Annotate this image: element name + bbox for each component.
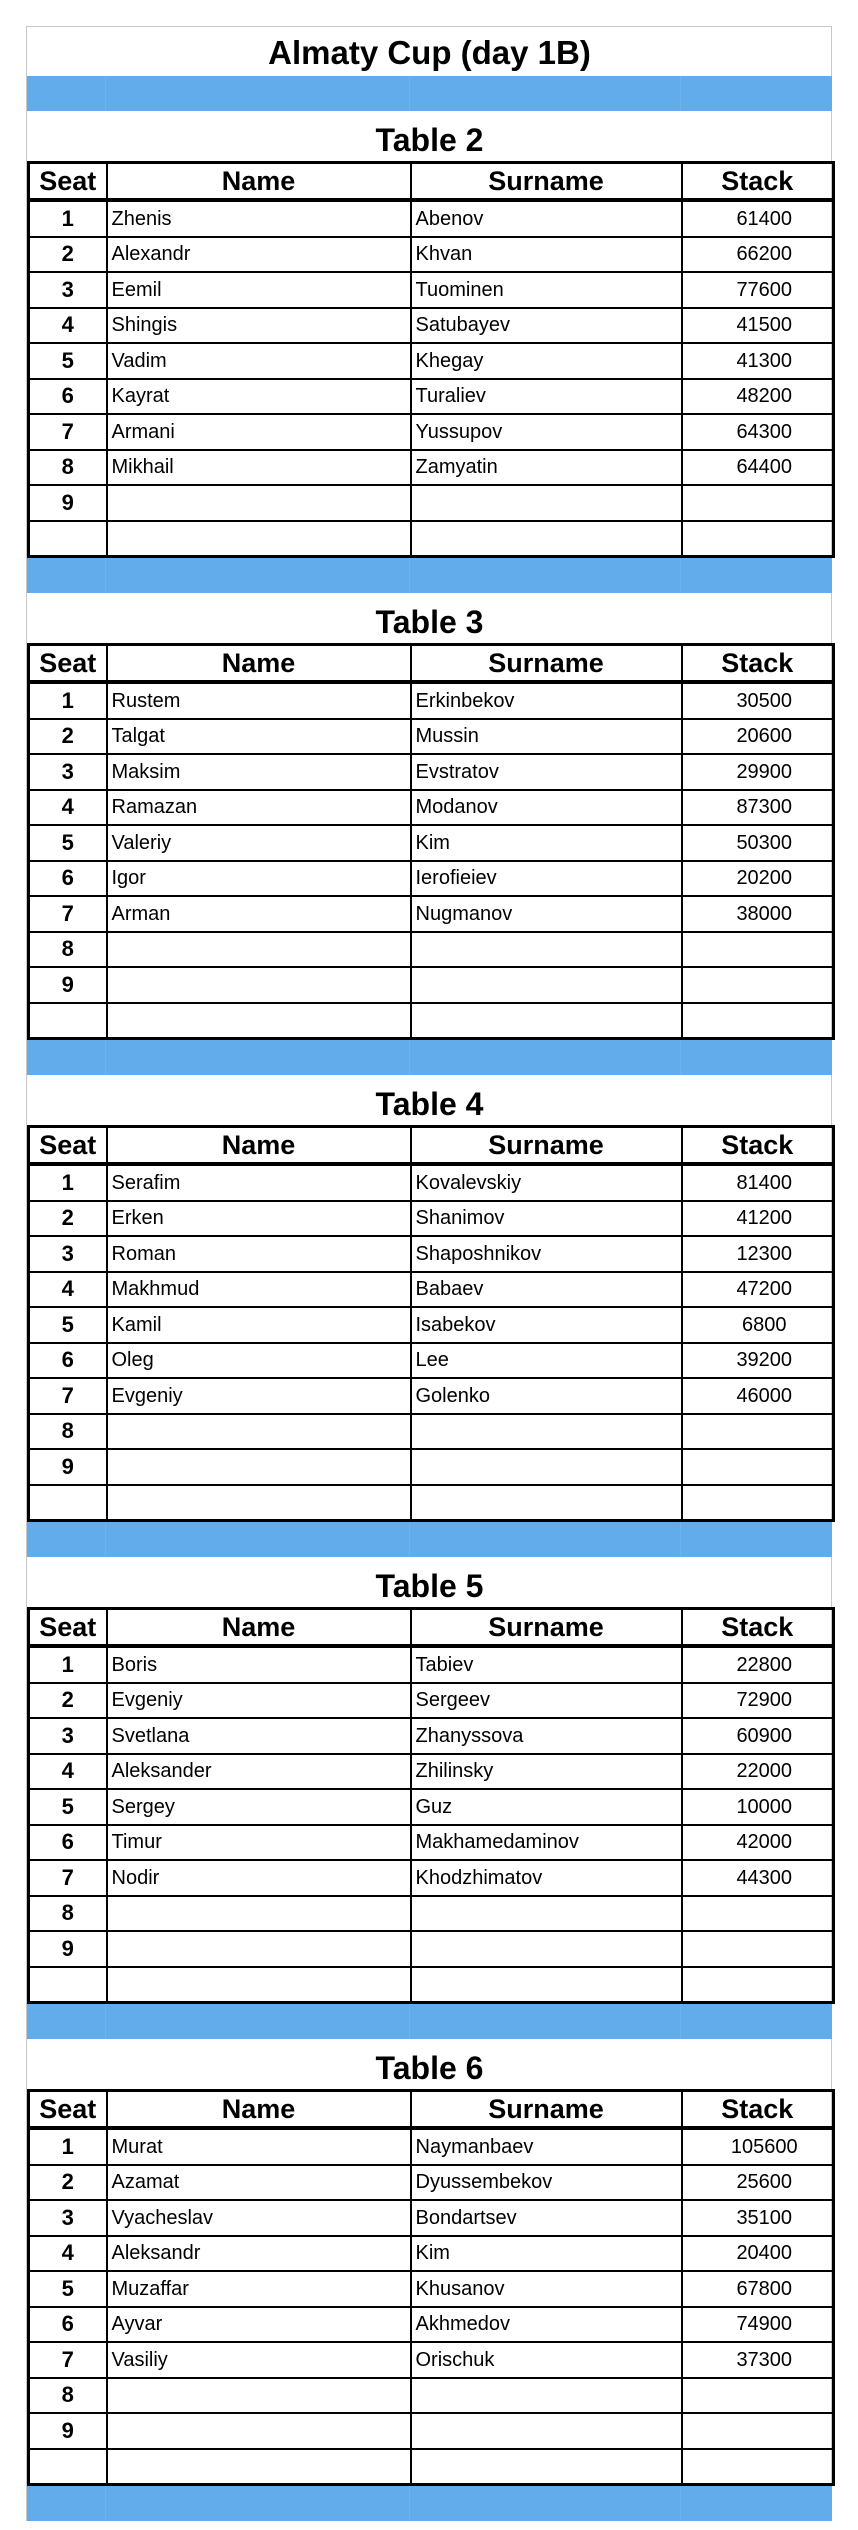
cell-surname[interactable] <box>411 2413 682 2449</box>
cell-stack[interactable] <box>682 2449 834 2485</box>
cell-surname[interactable]: Yussupov <box>411 414 682 450</box>
header-name: Name <box>107 163 411 201</box>
table-row <box>29 896 834 932</box>
cell-surname[interactable]: Evstratov <box>411 754 682 790</box>
cell-name[interactable]: Svetlana <box>107 1718 411 1754</box>
cell-surname[interactable]: Naymanbaev <box>411 2128 682 2165</box>
cell-name[interactable]: Ayvar <box>107 2307 411 2343</box>
cell-name[interactable]: Vasiliy <box>107 2342 411 2378</box>
header-row <box>29 645 834 683</box>
cell-stack[interactable] <box>682 1003 834 1039</box>
cell-name[interactable]: Sergey <box>107 1789 411 1825</box>
header-seat: Seat <box>29 645 107 683</box>
cell-seat[interactable] <box>29 1485 107 1521</box>
cell-seat[interactable]: 3 <box>29 272 107 308</box>
cell-surname[interactable]: Guz <box>411 1789 682 1825</box>
separator-band <box>27 76 832 111</box>
table-row <box>29 237 834 273</box>
separator-band <box>27 1522 832 1557</box>
cell-stack[interactable]: 37300 <box>682 2342 834 2378</box>
cell-surname[interactable]: Bondartsev <box>411 2200 682 2236</box>
cell-seat[interactable]: 2 <box>29 2165 107 2201</box>
cell-surname[interactable]: Isabekov <box>411 1307 682 1343</box>
table-row <box>29 790 834 826</box>
cell-surname[interactable] <box>411 1896 682 1932</box>
cell-name[interactable] <box>107 932 411 968</box>
cell-stack[interactable] <box>682 2378 834 2414</box>
cell-name[interactable] <box>107 967 411 1003</box>
header-seat: Seat <box>29 163 107 201</box>
cell-seat[interactable] <box>29 1003 107 1039</box>
cell-surname[interactable] <box>411 521 682 557</box>
cell-seat[interactable]: 4 <box>29 308 107 344</box>
cell-name[interactable]: Roman <box>107 1236 411 1272</box>
table-row <box>29 379 834 415</box>
cell-surname[interactable] <box>411 967 682 1003</box>
spreadsheet <box>26 26 832 2521</box>
cell-name[interactable]: Boris <box>107 1646 411 1683</box>
table-row <box>29 1414 834 1450</box>
cell-name[interactable]: Azamat <box>107 2165 411 2201</box>
cell-stack[interactable]: 47200 <box>682 1272 834 1308</box>
cell-surname[interactable] <box>411 1449 682 1485</box>
cell-surname[interactable]: Khegay <box>411 343 682 379</box>
table-row <box>29 200 834 237</box>
header-stack: Stack <box>682 2091 834 2129</box>
cell-surname[interactable]: Abenov <box>411 200 682 237</box>
header-name: Name <box>107 1127 411 1165</box>
cell-surname[interactable] <box>411 2378 682 2414</box>
cell-seat[interactable]: 7 <box>29 414 107 450</box>
separator-band <box>27 2004 832 2039</box>
cell-name[interactable] <box>107 2413 411 2449</box>
table-row <box>29 485 834 521</box>
table-row <box>29 1825 834 1861</box>
cell-seat[interactable]: 5 <box>29 343 107 379</box>
cell-stack[interactable]: 61400 <box>682 200 834 237</box>
cell-name[interactable]: Eemil <box>107 272 411 308</box>
cell-surname[interactable]: Tuominen <box>411 272 682 308</box>
table-title: Table 5 <box>375 1568 484 1604</box>
cell-surname[interactable] <box>411 1485 682 1521</box>
cell-stack[interactable]: 67800 <box>682 2271 834 2307</box>
cell-seat[interactable]: 8 <box>29 932 107 968</box>
cell-stack[interactable] <box>682 1485 834 1521</box>
cell-seat[interactable]: 6 <box>29 861 107 897</box>
cell-name[interactable]: Vadim <box>107 343 411 379</box>
table-row <box>29 1343 834 1379</box>
header-row <box>29 1127 834 1165</box>
cell-name[interactable]: Makhmud <box>107 1272 411 1308</box>
cell-surname[interactable]: Zhilinsky <box>411 1754 682 1790</box>
table-row <box>29 1307 834 1343</box>
cell-surname[interactable] <box>411 1003 682 1039</box>
header-stack: Stack <box>682 163 834 201</box>
cell-name[interactable]: Kamil <box>107 1307 411 1343</box>
table-row <box>29 1236 834 1272</box>
cell-seat[interactable]: 4 <box>29 2236 107 2272</box>
cell-name[interactable]: Evgeniy <box>107 1378 411 1414</box>
cell-surname[interactable]: Zamyatin <box>411 450 682 486</box>
cell-name[interactable]: Shingis <box>107 308 411 344</box>
cell-stack[interactable]: 81400 <box>682 1164 834 1201</box>
cell-stack[interactable]: 66200 <box>682 237 834 273</box>
cell-seat[interactable]: 2 <box>29 237 107 273</box>
table-row <box>29 2165 834 2201</box>
header-surname: Surname <box>411 645 682 683</box>
cell-stack[interactable]: 35100 <box>682 2200 834 2236</box>
table-title: Table 4 <box>375 1086 484 1122</box>
cell-seat[interactable]: 8 <box>29 2378 107 2414</box>
cell-name[interactable]: Serafim <box>107 1164 411 1201</box>
cell-seat[interactable]: 5 <box>29 2271 107 2307</box>
cell-seat[interactable]: 6 <box>29 1825 107 1861</box>
cell-name[interactable]: Erken <box>107 1201 411 1237</box>
cell-seat[interactable]: 2 <box>29 1201 107 1237</box>
cell-seat[interactable]: 7 <box>29 2342 107 2378</box>
cell-seat[interactable]: 6 <box>29 379 107 415</box>
cell-surname[interactable]: Sergeev <box>411 1683 682 1719</box>
page-title: Almaty Cup (day 1B) <box>27 26 832 76</box>
table-row <box>29 1485 834 1521</box>
cell-stack[interactable]: 10000 <box>682 1789 834 1825</box>
table-row <box>29 2378 834 2414</box>
cell-seat[interactable]: 5 <box>29 1307 107 1343</box>
cell-stack[interactable] <box>682 967 834 1003</box>
cell-stack[interactable] <box>682 1449 834 1485</box>
cell-seat[interactable]: 1 <box>29 1164 107 1201</box>
cell-surname[interactable]: Dyussembekov <box>411 2165 682 2201</box>
table-row <box>29 1860 834 1896</box>
cell-seat[interactable]: 4 <box>29 790 107 826</box>
header-name: Name <box>107 1609 411 1647</box>
header-row <box>29 2091 834 2129</box>
cell-seat[interactable]: 8 <box>29 1896 107 1932</box>
separator-band <box>27 2486 832 2521</box>
cell-surname[interactable]: Erkinbekov <box>411 682 682 719</box>
cell-seat[interactable]: 3 <box>29 754 107 790</box>
cell-seat[interactable]: 9 <box>29 485 107 521</box>
table-row <box>29 2128 834 2165</box>
cell-stack[interactable]: 39200 <box>682 1343 834 1379</box>
cell-stack[interactable]: 20200 <box>682 861 834 897</box>
cell-stack[interactable]: 41200 <box>682 1201 834 1237</box>
cell-stack[interactable] <box>682 521 834 557</box>
cell-seat[interactable]: 5 <box>29 825 107 861</box>
cell-name[interactable] <box>107 1449 411 1485</box>
cell-stack[interactable]: 25600 <box>682 2165 834 2201</box>
cell-seat[interactable]: 7 <box>29 896 107 932</box>
cell-stack[interactable]: 12300 <box>682 1236 834 1272</box>
cell-name[interactable] <box>107 1967 411 2003</box>
cell-stack[interactable]: 22000 <box>682 1754 834 1790</box>
table-row <box>29 861 834 897</box>
table-row <box>29 2413 834 2449</box>
cell-seat[interactable]: 3 <box>29 1236 107 1272</box>
table-row <box>29 1378 834 1414</box>
cell-name[interactable]: Rustem <box>107 682 411 719</box>
cell-seat[interactable]: 1 <box>29 2128 107 2165</box>
cell-name[interactable]: Zhenis <box>107 200 411 237</box>
cell-seat[interactable]: 6 <box>29 1343 107 1379</box>
header-surname: Surname <box>411 1609 682 1647</box>
cell-name[interactable]: Aleksander <box>107 1754 411 1790</box>
cell-surname[interactable]: Golenko <box>411 1378 682 1414</box>
header-stack: Stack <box>682 1609 834 1647</box>
cell-stack[interactable]: 6800 <box>682 1307 834 1343</box>
cell-surname[interactable]: Orischuk <box>411 2342 682 2378</box>
cell-stack[interactable]: 20600 <box>682 719 834 755</box>
table-row <box>29 1718 834 1754</box>
header-seat: Seat <box>29 2091 107 2129</box>
cell-stack[interactable]: 60900 <box>682 1718 834 1754</box>
cell-surname[interactable]: Nugmanov <box>411 896 682 932</box>
cell-name[interactable]: Valeriy <box>107 825 411 861</box>
cell-surname[interactable]: Kovalevskiy <box>411 1164 682 1201</box>
seating-table <box>27 1607 835 2004</box>
cell-surname[interactable]: Khusanov <box>411 2271 682 2307</box>
cell-stack[interactable]: 105600 <box>682 2128 834 2165</box>
table-row <box>29 2342 834 2378</box>
table-row <box>29 1201 834 1237</box>
table-row <box>29 343 834 379</box>
cell-stack[interactable]: 46000 <box>682 1378 834 1414</box>
header-seat: Seat <box>29 1127 107 1165</box>
cell-stack[interactable] <box>682 485 834 521</box>
cell-seat[interactable]: 8 <box>29 1414 107 1450</box>
cell-stack[interactable] <box>682 1414 834 1450</box>
table-row <box>29 450 834 486</box>
header-surname: Surname <box>411 2091 682 2129</box>
cell-stack[interactable] <box>682 2413 834 2449</box>
table-title: Table 6 <box>375 2050 484 2086</box>
cell-name[interactable]: Arman <box>107 896 411 932</box>
cell-surname[interactable]: Shaposhnikov <box>411 1236 682 1272</box>
cell-name[interactable]: Maksim <box>107 754 411 790</box>
table-row <box>29 1449 834 1485</box>
table-row <box>29 1003 834 1039</box>
separator-band <box>27 1040 832 1075</box>
table-row <box>29 1272 834 1308</box>
header-stack: Stack <box>682 1127 834 1165</box>
cell-seat[interactable]: 8 <box>29 450 107 486</box>
table-row <box>29 2449 834 2485</box>
cell-stack[interactable]: 22800 <box>682 1646 834 1683</box>
cell-surname[interactable]: Khvan <box>411 237 682 273</box>
cell-stack[interactable]: 41500 <box>682 308 834 344</box>
seating-table <box>27 2089 835 2486</box>
cell-stack[interactable]: 72900 <box>682 1683 834 1719</box>
cell-name[interactable]: Talgat <box>107 719 411 755</box>
cell-surname[interactable]: Makhamedaminov <box>411 1825 682 1861</box>
table-row <box>29 308 834 344</box>
table-row <box>29 521 834 557</box>
cell-name[interactable]: Kayrat <box>107 379 411 415</box>
cell-stack[interactable]: 64300 <box>682 414 834 450</box>
cell-name[interactable] <box>107 2378 411 2414</box>
cell-seat[interactable]: 3 <box>29 2200 107 2236</box>
cell-stack[interactable]: 44300 <box>682 1860 834 1896</box>
cell-surname[interactable]: Lee <box>411 1343 682 1379</box>
cell-stack[interactable] <box>682 1967 834 2003</box>
table-row <box>29 2200 834 2236</box>
table-row <box>29 1967 834 2003</box>
table-row <box>29 2271 834 2307</box>
cell-surname[interactable]: Shanimov <box>411 1201 682 1237</box>
header-row <box>29 163 834 201</box>
header-name: Name <box>107 645 411 683</box>
table-row <box>29 1896 834 1932</box>
cell-stack[interactable]: 29900 <box>682 754 834 790</box>
cell-name[interactable]: Aleksandr <box>107 2236 411 2272</box>
cell-seat[interactable]: 6 <box>29 2307 107 2343</box>
table-row <box>29 1789 834 1825</box>
cell-name[interactable]: Mikhail <box>107 450 411 486</box>
cell-name[interactable] <box>107 2449 411 2485</box>
cell-surname[interactable]: Kim <box>411 825 682 861</box>
seating-table <box>27 161 835 558</box>
cell-stack[interactable]: 87300 <box>682 790 834 826</box>
cell-surname[interactable] <box>411 1414 682 1450</box>
cell-surname[interactable] <box>411 932 682 968</box>
cell-name[interactable] <box>107 485 411 521</box>
cell-stack[interactable]: 38000 <box>682 896 834 932</box>
cell-stack[interactable] <box>682 1896 834 1932</box>
cell-stack[interactable]: 50300 <box>682 825 834 861</box>
table-row <box>29 825 834 861</box>
cell-name[interactable] <box>107 1896 411 1932</box>
table-row <box>29 2307 834 2343</box>
cell-name[interactable] <box>107 1414 411 1450</box>
cell-name[interactable]: Vyacheslav <box>107 2200 411 2236</box>
table-title: Table 3 <box>375 604 484 640</box>
cell-surname[interactable]: Kim <box>411 2236 682 2272</box>
table-row <box>29 1164 834 1201</box>
header-surname: Surname <box>411 163 682 201</box>
cell-seat[interactable]: 7 <box>29 1860 107 1896</box>
table-row <box>29 1931 834 1967</box>
cell-stack[interactable]: 64400 <box>682 450 834 486</box>
cell-name[interactable]: Ramazan <box>107 790 411 826</box>
cell-surname[interactable] <box>411 1967 682 2003</box>
cell-seat[interactable]: 9 <box>29 2413 107 2449</box>
cell-seat[interactable]: 4 <box>29 1272 107 1308</box>
cell-seat[interactable]: 5 <box>29 1789 107 1825</box>
cell-name[interactable] <box>107 521 411 557</box>
cell-seat[interactable]: 7 <box>29 1378 107 1414</box>
seating-table <box>27 643 835 1040</box>
cell-name[interactable]: Armani <box>107 414 411 450</box>
cell-surname[interactable]: Khodzhimatov <box>411 1860 682 1896</box>
cell-surname[interactable]: Modanov <box>411 790 682 826</box>
cell-seat[interactable] <box>29 521 107 557</box>
header-stack: Stack <box>682 645 834 683</box>
cell-seat[interactable]: 9 <box>29 1931 107 1967</box>
seating-table <box>27 1125 835 1522</box>
table-row <box>29 414 834 450</box>
table-row <box>29 1754 834 1790</box>
cell-stack[interactable]: 48200 <box>682 379 834 415</box>
cell-stack[interactable]: 41300 <box>682 343 834 379</box>
table-title: Table 2 <box>375 122 484 158</box>
cell-stack[interactable]: 77600 <box>682 272 834 308</box>
cell-seat[interactable]: 9 <box>29 967 107 1003</box>
cell-surname[interactable]: Akhmedov <box>411 2307 682 2343</box>
cell-seat[interactable]: 1 <box>29 200 107 237</box>
cell-stack[interactable]: 30500 <box>682 682 834 719</box>
cell-surname[interactable] <box>411 485 682 521</box>
header-surname: Surname <box>411 1127 682 1165</box>
cell-seat[interactable] <box>29 2449 107 2485</box>
table-row <box>29 682 834 719</box>
cell-seat[interactable]: 2 <box>29 719 107 755</box>
cell-name[interactable]: Evgeniy <box>107 1683 411 1719</box>
cell-surname[interactable] <box>411 2449 682 2485</box>
cell-name[interactable] <box>107 1003 411 1039</box>
table-row <box>29 932 834 968</box>
cell-stack[interactable] <box>682 932 834 968</box>
cell-surname[interactable] <box>411 1931 682 1967</box>
cell-surname[interactable]: Babaev <box>411 1272 682 1308</box>
cell-name[interactable]: Alexandr <box>107 237 411 273</box>
table-row <box>29 2236 834 2272</box>
cell-surname[interactable]: Ierofieiev <box>411 861 682 897</box>
header-name: Name <box>107 2091 411 2129</box>
table-row <box>29 754 834 790</box>
table-row <box>29 272 834 308</box>
cell-stack[interactable]: 74900 <box>682 2307 834 2343</box>
cell-stack[interactable]: 42000 <box>682 1825 834 1861</box>
cell-stack[interactable] <box>682 1931 834 1967</box>
cell-stack[interactable]: 20400 <box>682 2236 834 2272</box>
cell-surname[interactable]: Zhanyssova <box>411 1718 682 1754</box>
cell-seat[interactable]: 2 <box>29 1683 107 1719</box>
cell-seat[interactable]: 9 <box>29 1449 107 1485</box>
header-seat: Seat <box>29 1609 107 1647</box>
cell-name[interactable]: Nodir <box>107 1860 411 1896</box>
cell-name[interactable]: Murat <box>107 2128 411 2165</box>
cell-seat[interactable]: 3 <box>29 1718 107 1754</box>
separator-band <box>27 558 832 593</box>
cell-name[interactable]: Muzaffar <box>107 2271 411 2307</box>
cell-seat[interactable] <box>29 1967 107 2003</box>
cell-name[interactable] <box>107 1485 411 1521</box>
table-row <box>29 719 834 755</box>
cell-seat[interactable]: 1 <box>29 1646 107 1683</box>
cell-name[interactable]: Igor <box>107 861 411 897</box>
cell-surname[interactable]: Mussin <box>411 719 682 755</box>
cell-surname[interactable]: Satubayev <box>411 308 682 344</box>
cell-seat[interactable]: 1 <box>29 682 107 719</box>
table-row <box>29 967 834 1003</box>
cell-name[interactable]: Oleg <box>107 1343 411 1379</box>
cell-seat[interactable]: 4 <box>29 1754 107 1790</box>
cell-surname[interactable]: Turaliev <box>411 379 682 415</box>
header-row <box>29 1609 834 1647</box>
cell-name[interactable]: Timur <box>107 1825 411 1861</box>
cell-surname[interactable]: Tabiev <box>411 1646 682 1683</box>
table-row <box>29 1683 834 1719</box>
cell-name[interactable] <box>107 1931 411 1967</box>
table-row <box>29 1646 834 1683</box>
